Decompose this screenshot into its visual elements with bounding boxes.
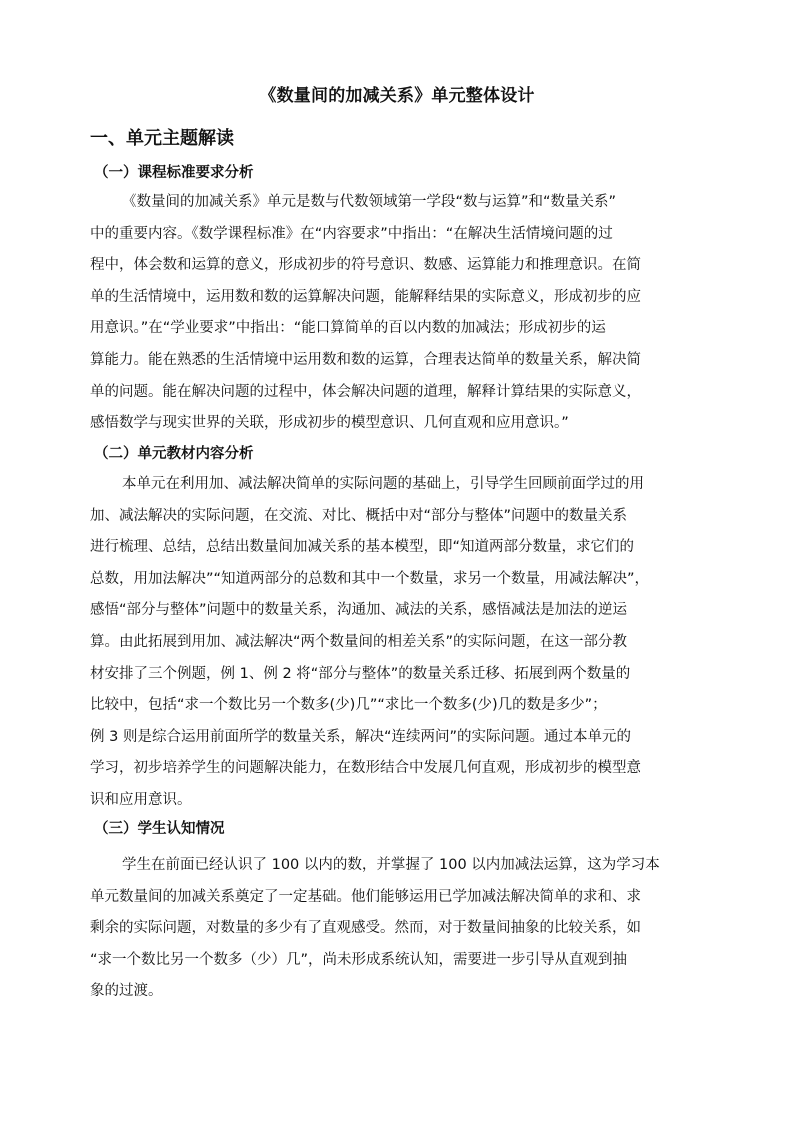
paragraph-line: 算能力。能在熟悉的生活情境中运用数和数的运算，合理表达简单的数量关系，解决简: [90, 351, 641, 368]
subsection-heading-textbook-content: （二）单元教材内容分析: [94, 446, 254, 462]
paragraph-line: 进行梳理、总结，总结出数量间加减关系的基本模型，即“知道两部分数量，求它们的: [90, 539, 635, 556]
paragraph-line: 比较中，包括“求一个数比另一个数多(少)几”“求比一个数多(少)几的数是多少”；: [90, 697, 607, 714]
paragraph-line: 剩余的实际问题，对数量的多少有了直观感受。然而，对于数量间抽象的比较关系，如: [90, 920, 641, 937]
paragraph-line: 总数，用加法解决”“知道两部分的总数和其中一个数量，求另一个数量，用减法解决”，: [90, 570, 650, 587]
subsection-heading-curriculum-standard: （一）课程标准要求分析: [94, 165, 254, 181]
subsection-heading-student-cognition: （三）学生认知情况: [94, 821, 225, 837]
paragraph-line: 例 3 则是综合运用前面所学的数量关系，解决“连续两问”的实际问题。通过本单元的: [90, 728, 631, 745]
document-title: 《数量间的加减关系》单元整体设计: [259, 86, 535, 106]
paragraph-line: 学生在前面已经认识了 100 以内的数，并掌握了 100 以内加减法运算，这为学习本: [122, 857, 660, 873]
paragraph-line: 单元数量间的加减关系奠定了一定基础。他们能够运用已学加减法解决简单的求和、求: [90, 888, 641, 905]
paragraph-student-cognition: [90, 850, 712, 1008]
paragraph-line: 用意识。”在“学业要求”中指出：“能口算简单的百以内数的加减法；形成初步的运: [90, 320, 606, 337]
paragraph-textbook-content: [90, 469, 712, 817]
paragraph-line: “求一个数比另一个数多（少）几”，尚未形成系统认知，需要进一步引导从直观到抽: [90, 951, 628, 968]
section-heading-unit-theme: 一、单元主题解读: [90, 128, 234, 149]
paragraph-line: 材安排了三个例题，例 1、例 2 将“部分与整体”的数量关系迁移、拓展到两个数量的: [90, 665, 631, 682]
paragraph-line: 《数量间的加减关系》单元是数与代数领域第一学段“数与运算”和“数量关系”: [122, 194, 617, 210]
paragraph-line: 感悟“部分与整体”问题中的数量关系，沟通加、减法的关系，感悟减法是加法的逆运: [90, 602, 628, 619]
paragraph-line: 识和应用意识。: [90, 791, 192, 808]
paragraph-line: 中的重要内容。《数学课程标准》在“内容要求”中指出：“在解决生活情境问题的过: [90, 225, 613, 242]
paragraph-line: 算。由此拓展到用加、减法解决“两个数量间的相差关系”的实际问题，在这一部分教: [90, 633, 628, 650]
paragraph-line: 本单元在利用加、减法解决简单的实际问题的基础上，引导学生回顾前面学过的用: [122, 476, 644, 492]
paragraph-line: 象的过渡。: [90, 983, 163, 1000]
paragraph-line: 感悟数学与现实世界的关联，形成初步的模型意识、几何直观和应用意识。”: [90, 415, 569, 432]
paragraph-line: 加、减法解决的实际问题，在交流、对比、概括中对“部分与整体”问题中的数量关系: [90, 507, 628, 524]
paragraph-line: 单的生活情境中，运用数和数的运算解决问题，能解释结果的实际意义，形成初步的应: [90, 288, 641, 305]
paragraph-line: 程中，体会数和运算的意义，形成初步的符号意识、数感、运算能力和推理意识。在简: [90, 257, 641, 274]
paragraph-line: 学习，初步培养学生的问题解决能力，在数形结合中发展几何直观，形成初步的模型意: [90, 760, 641, 777]
paragraph-curriculum-standard: [90, 187, 712, 440]
paragraph-line: 单的问题。能在解决问题的过程中，体会解决问题的道理，解释计算结果的实际意义，: [90, 383, 641, 400]
